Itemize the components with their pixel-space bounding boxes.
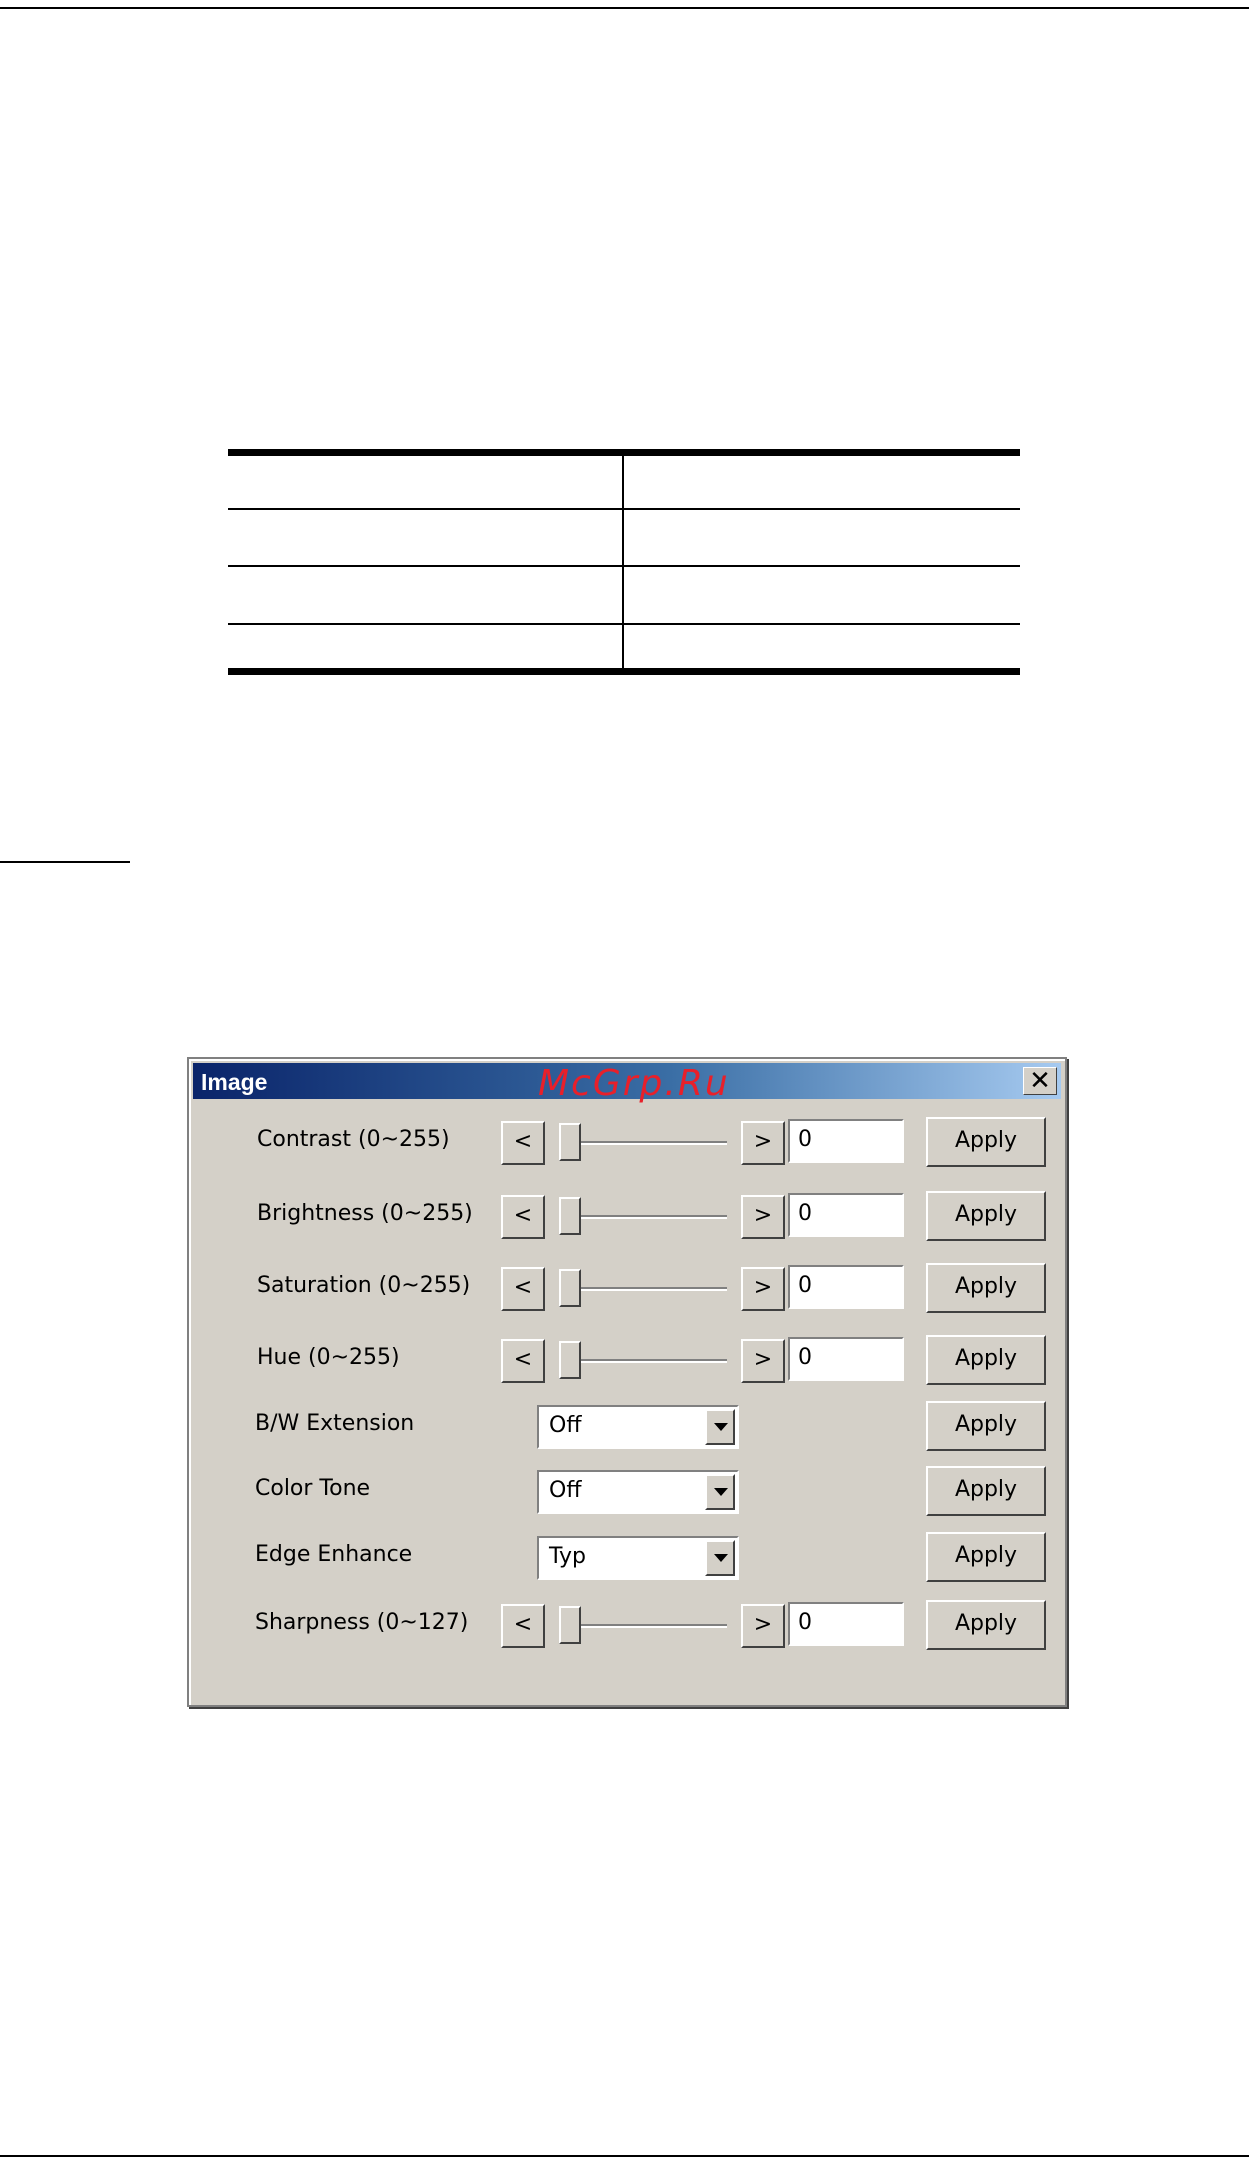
saturation-label: Saturation (0~255) — [257, 1273, 471, 1298]
slider-track — [559, 1215, 727, 1219]
hue-increase-button[interactable]: > — [741, 1339, 785, 1383]
page-top-rule — [0, 7, 1249, 9]
slider-track — [559, 1141, 727, 1145]
sharpness-slider[interactable] — [559, 1604, 727, 1648]
image-dialog — [187, 1057, 1067, 1707]
hue-row — [189, 1335, 1065, 1383]
sharpness-increase-button[interactable]: > — [741, 1604, 785, 1648]
contrast-row — [189, 1117, 1065, 1165]
brightness-increase-button[interactable]: > — [741, 1195, 785, 1239]
slider-thumb[interactable] — [559, 1123, 581, 1161]
edge-enhance-selected: Typ — [549, 1544, 586, 1569]
table-row-divider — [228, 565, 1020, 567]
sharpness-apply-button[interactable]: Apply — [926, 1600, 1046, 1650]
saturation-row — [189, 1263, 1065, 1311]
close-button[interactable] — [1023, 1067, 1057, 1095]
saturation-value-input[interactable]: 0 — [788, 1265, 904, 1309]
hue-value-input[interactable]: 0 — [788, 1337, 904, 1381]
saturation-apply-button[interactable]: Apply — [926, 1263, 1046, 1313]
color-tone-select[interactable] — [537, 1470, 739, 1514]
table-column-divider — [622, 456, 624, 668]
watermark-logo: McGrp.Ru — [538, 1063, 730, 1104]
edge-enhance-label: Edge Enhance — [255, 1542, 413, 1567]
color-tone-apply-button[interactable]: Apply — [926, 1466, 1046, 1516]
chevron-down-icon[interactable] — [705, 1409, 735, 1445]
slider-thumb[interactable] — [559, 1606, 581, 1644]
slider-thumb[interactable] — [559, 1269, 581, 1307]
table-row-divider — [228, 508, 1020, 510]
contrast-slider[interactable] — [559, 1121, 727, 1165]
slider-thumb[interactable] — [559, 1341, 581, 1379]
close-icon: ✕ — [1029, 1065, 1051, 1095]
color-tone-row — [189, 1466, 1065, 1514]
bw-extension-apply-button[interactable]: Apply — [926, 1401, 1046, 1451]
page-bottom-rule — [0, 2155, 1249, 2157]
color-tone-selected: Off — [549, 1478, 582, 1503]
contrast-decrease-button[interactable]: < — [501, 1121, 545, 1165]
dialog-title: Image — [201, 1069, 268, 1095]
edge-enhance-row — [189, 1532, 1065, 1580]
table-row-divider — [228, 623, 1020, 625]
heading-underline — [0, 861, 130, 863]
bw-extension-row — [189, 1401, 1065, 1449]
chevron-down-icon[interactable] — [705, 1540, 735, 1576]
dialog-titlebar[interactable] — [193, 1063, 1061, 1104]
brightness-apply-button[interactable]: Apply — [926, 1191, 1046, 1241]
sharpness-row — [189, 1600, 1065, 1648]
edge-enhance-select[interactable] — [537, 1536, 739, 1580]
saturation-slider[interactable] — [559, 1267, 727, 1311]
brightness-row — [189, 1191, 1065, 1239]
slider-track — [559, 1359, 727, 1363]
brightness-decrease-button[interactable]: < — [501, 1195, 545, 1239]
contrast-value-input[interactable]: 0 — [788, 1119, 904, 1163]
color-tone-label: Color Tone — [255, 1476, 371, 1501]
hue-label: Hue (0~255) — [257, 1345, 400, 1370]
bw-extension-label: B/W Extension — [255, 1411, 415, 1436]
saturation-increase-button[interactable]: > — [741, 1267, 785, 1311]
hue-slider[interactable] — [559, 1339, 727, 1383]
brightness-slider[interactable] — [559, 1195, 727, 1239]
slider-thumb[interactable] — [559, 1197, 581, 1235]
chevron-down-icon[interactable] — [705, 1474, 735, 1510]
bw-extension-select[interactable] — [537, 1405, 739, 1449]
hue-apply-button[interactable]: Apply — [926, 1335, 1046, 1385]
empty-document-table — [228, 449, 1020, 675]
slider-track — [559, 1287, 727, 1291]
saturation-decrease-button[interactable]: < — [501, 1267, 545, 1311]
sharpness-label: Sharpness (0~127) — [255, 1610, 469, 1635]
contrast-increase-button[interactable]: > — [741, 1121, 785, 1165]
brightness-value-input[interactable]: 0 — [788, 1193, 904, 1237]
sharpness-decrease-button[interactable]: < — [501, 1604, 545, 1648]
bw-extension-selected: Off — [549, 1413, 582, 1438]
edge-enhance-apply-button[interactable]: Apply — [926, 1532, 1046, 1582]
contrast-label: Contrast (0~255) — [257, 1127, 450, 1152]
brightness-label: Brightness (0~255) — [257, 1201, 473, 1226]
sharpness-value-input[interactable]: 0 — [788, 1602, 904, 1646]
hue-decrease-button[interactable]: < — [501, 1339, 545, 1383]
slider-track — [559, 1624, 727, 1628]
contrast-apply-button[interactable]: Apply — [926, 1117, 1046, 1167]
